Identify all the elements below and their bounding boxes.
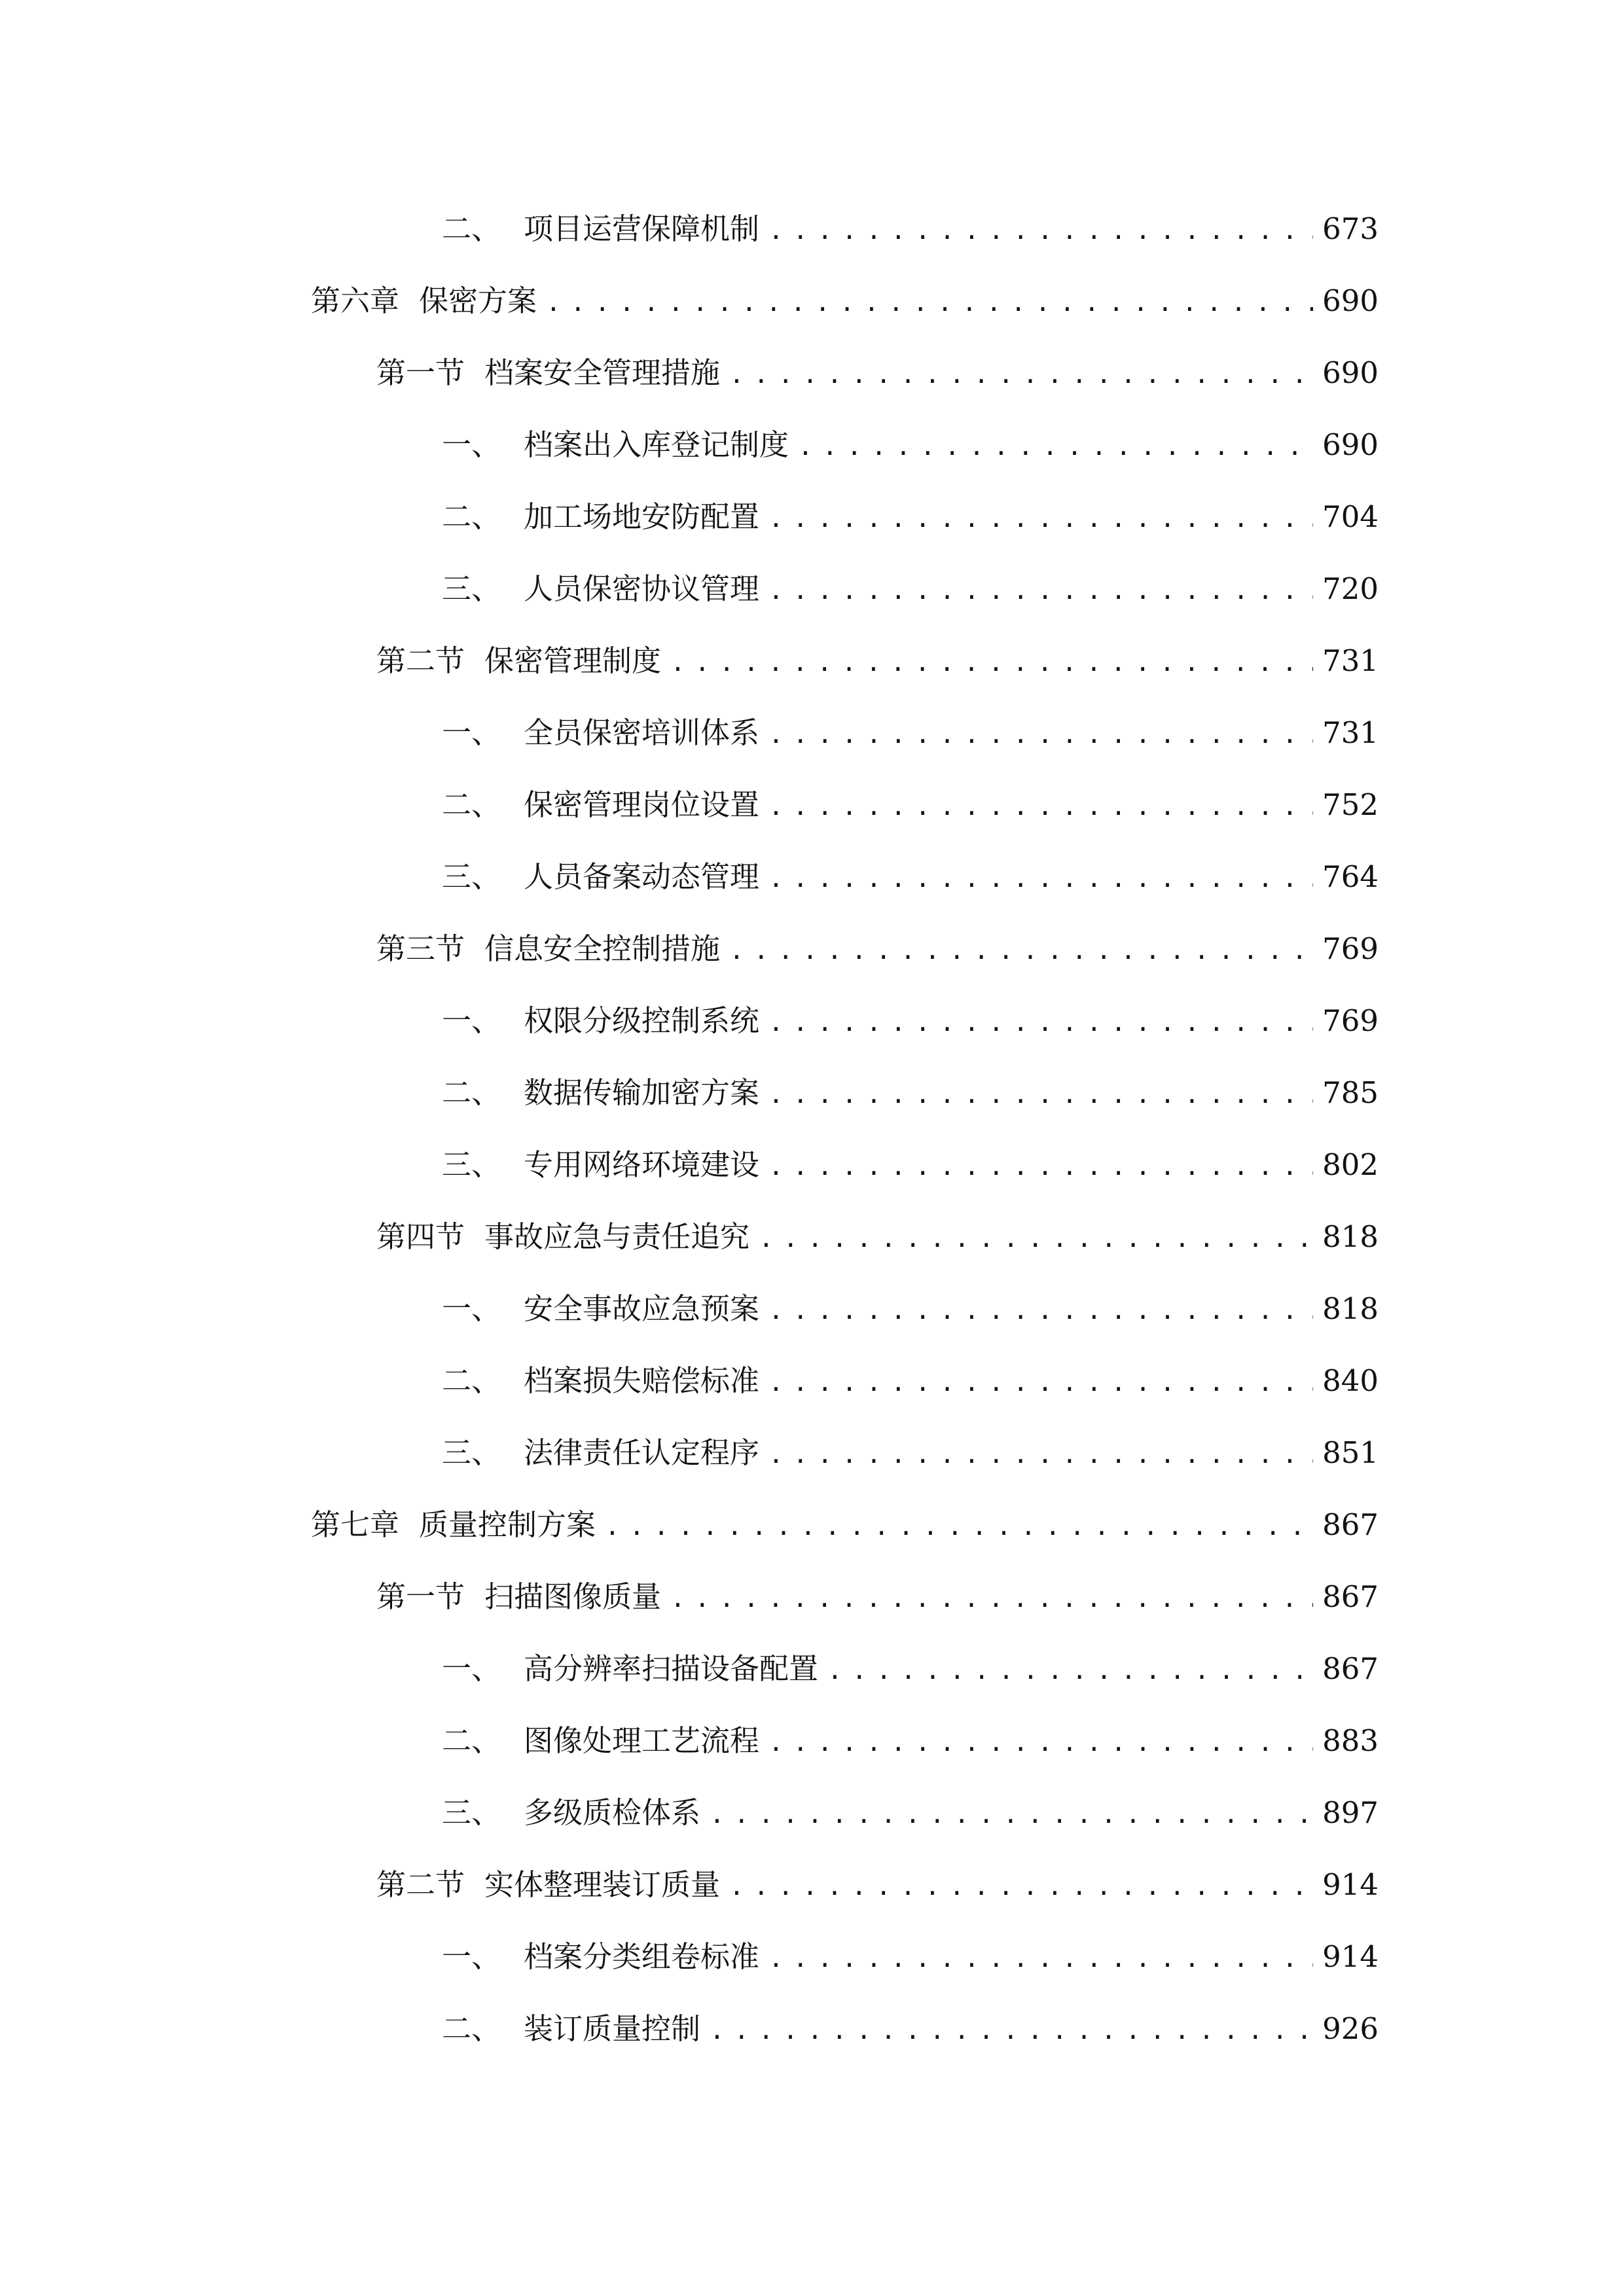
dot-leader	[710, 2007, 1313, 2053]
toc-entry-page: 818	[1322, 1291, 1379, 1326]
toc-entry-page: 704	[1322, 499, 1379, 534]
toc-entry-title: 全员保密培训体系	[524, 715, 760, 750]
toc-entry-title: 人员保密协议管理	[524, 571, 760, 606]
toc-entry-number: 三、	[442, 1795, 501, 1830]
toc-entry-page: 690	[1322, 355, 1379, 390]
toc-entry-title: 图像处理工艺流程	[524, 1723, 760, 1758]
toc-entry[interactable]	[442, 1646, 1379, 1692]
toc-entry-title: 事故应急与责任追究	[484, 1219, 750, 1254]
toc-entry[interactable]	[442, 566, 1379, 612]
toc-entry-number: 第四节	[376, 1219, 465, 1254]
toc-entry-title: 专用网络环境建设	[524, 1147, 760, 1182]
toc-entry[interactable]	[442, 1934, 1379, 1980]
toc-entry[interactable]	[442, 494, 1379, 540]
toc-entry-title: 高分辨率扫描设备配置	[524, 1651, 819, 1686]
toc-entry[interactable]	[442, 710, 1379, 756]
toc-entry-number: 一、	[442, 1651, 501, 1686]
toc-entry-page: 731	[1322, 643, 1379, 678]
toc-entry-title: 档案安全管理措施	[484, 355, 721, 390]
toc-entry-page: 752	[1322, 787, 1379, 822]
dot-leader	[768, 1143, 1313, 1189]
toc-entry[interactable]	[376, 926, 1379, 972]
toc-entry-title: 档案分类组卷标准	[524, 1939, 760, 1974]
toc-entry-number: 一、	[442, 1939, 501, 1974]
toc-entry-title: 扫描图像质量	[484, 1579, 662, 1614]
toc-entry-title: 质量控制方案	[419, 1507, 596, 1542]
dot-leader	[768, 1071, 1313, 1117]
toc-entry-number: 二、	[442, 1723, 501, 1758]
toc-entry-number: 三、	[442, 859, 501, 894]
toc-entry-number: 第三节	[376, 931, 465, 966]
toc-entry[interactable]	[376, 638, 1379, 684]
dot-leader	[605, 1503, 1313, 1549]
toc-entry-title: 信息安全控制措施	[484, 931, 721, 966]
toc-entry-title: 项目运营保障机制	[524, 211, 760, 246]
toc-entry-page: 914	[1322, 1867, 1379, 1902]
toc-entry-page: 867	[1322, 1507, 1379, 1542]
toc-entry-page: 769	[1322, 1003, 1379, 1038]
toc-entry[interactable]	[442, 206, 1379, 252]
toc-entry[interactable]	[442, 782, 1379, 828]
toc-entry-page: 867	[1322, 1651, 1379, 1686]
toc-entry-title: 档案损失赔偿标准	[524, 1363, 760, 1398]
toc-entry-number: 三、	[442, 571, 501, 606]
dot-leader	[670, 1575, 1313, 1621]
toc-entry-page: 818	[1322, 1219, 1379, 1254]
toc-entry[interactable]	[442, 1790, 1379, 1836]
toc-entry-page: 785	[1322, 1075, 1379, 1110]
dot-leader	[768, 855, 1313, 901]
toc-entry-number: 二、	[442, 211, 501, 246]
toc-entry-number: 二、	[442, 1363, 501, 1398]
dot-leader	[768, 1287, 1313, 1333]
dot-leader	[768, 1431, 1313, 1477]
toc-entry[interactable]	[442, 422, 1379, 468]
toc-entry-title: 多级质检体系	[524, 1795, 701, 1830]
toc-entry-number: 二、	[442, 787, 501, 822]
toc-entry[interactable]	[376, 1574, 1379, 1620]
toc-entry-number: 第二节	[376, 643, 465, 678]
toc-entry-title: 保密管理制度	[484, 643, 662, 678]
toc-entry[interactable]	[442, 1286, 1379, 1332]
dot-leader	[768, 1935, 1313, 1981]
toc-entry[interactable]	[376, 1862, 1379, 1908]
dot-leader	[768, 207, 1313, 253]
toc-entry-page: 690	[1322, 283, 1379, 318]
toc-entry[interactable]	[442, 1142, 1379, 1188]
toc-entry-page: 914	[1322, 1939, 1379, 1974]
toc-entry-number: 一、	[442, 715, 501, 750]
dot-leader	[670, 639, 1313, 685]
toc-entry-page: 690	[1322, 427, 1379, 462]
toc-entry-page: 764	[1322, 859, 1379, 894]
toc-entry-title: 人员备案动态管理	[524, 859, 760, 894]
toc-entry-number: 三、	[442, 1147, 501, 1182]
toc-entry-number: 一、	[442, 427, 501, 462]
toc-entry[interactable]	[442, 998, 1379, 1044]
toc-entry-page: 720	[1322, 571, 1379, 606]
toc-entry-page: 897	[1322, 1795, 1379, 1830]
toc-entry[interactable]	[311, 1502, 1379, 1548]
dot-leader	[798, 423, 1313, 469]
toc-entry-number: 一、	[442, 1003, 501, 1038]
toc-entry-number: 三、	[442, 1435, 501, 1470]
toc-entry-number: 一、	[442, 1291, 501, 1326]
toc-entry-title: 保密方案	[419, 283, 537, 318]
toc-entry[interactable]	[442, 1070, 1379, 1116]
toc-entry-number: 二、	[442, 499, 501, 534]
toc-entry-page: 883	[1322, 1723, 1379, 1758]
toc-entry-page: 769	[1322, 931, 1379, 966]
toc-entry-number: 二、	[442, 1075, 501, 1110]
toc-entry-number: 第七章	[311, 1507, 400, 1542]
dot-leader	[729, 927, 1313, 973]
dot-leader	[768, 1359, 1313, 1405]
dot-leader	[710, 1791, 1313, 1837]
dot-leader	[768, 495, 1313, 541]
dot-leader	[768, 567, 1313, 613]
toc-entry[interactable]	[376, 1214, 1379, 1260]
dot-leader	[729, 351, 1313, 397]
toc-entry[interactable]	[442, 2006, 1379, 2052]
toc-entry-number: 第一节	[376, 355, 465, 390]
dot-leader	[768, 1719, 1313, 1765]
toc-entry-title: 数据传输加密方案	[524, 1075, 760, 1110]
toc-entry-page: 851	[1322, 1435, 1379, 1470]
toc-entry-page: 731	[1322, 715, 1379, 750]
toc-entry-page: 673	[1322, 211, 1379, 246]
dot-leader	[827, 1647, 1313, 1693]
dot-leader	[729, 1863, 1313, 1909]
toc-entry-title: 加工场地安防配置	[524, 499, 760, 534]
toc-entry-title: 实体整理装订质量	[484, 1867, 721, 1902]
toc-entry-page: 802	[1322, 1147, 1379, 1182]
toc-entry-title: 档案出入库登记制度	[524, 427, 789, 462]
toc-entry-page: 840	[1322, 1363, 1379, 1398]
toc-entry-title: 权限分级控制系统	[524, 1003, 760, 1038]
toc-entry-title: 安全事故应急预案	[524, 1291, 760, 1326]
toc-entry[interactable]	[442, 1718, 1379, 1764]
toc-entry-title: 保密管理岗位设置	[524, 787, 760, 822]
toc-entry-number: 第六章	[311, 283, 400, 318]
toc-entry[interactable]	[442, 854, 1379, 900]
toc-entry-title: 法律责任认定程序	[524, 1435, 760, 1470]
dot-leader	[768, 999, 1313, 1045]
toc-entry[interactable]	[442, 1430, 1379, 1476]
toc-entry[interactable]	[376, 350, 1379, 396]
dot-leader	[546, 279, 1313, 325]
toc-entry-page: 867	[1322, 1579, 1379, 1614]
toc-entry-number: 第二节	[376, 1867, 465, 1902]
toc-entry-page: 926	[1322, 2011, 1379, 2046]
toc-entry[interactable]	[311, 278, 1379, 324]
toc-entry[interactable]	[442, 1358, 1379, 1404]
toc-entry-number: 二、	[442, 2011, 501, 2046]
toc-entry-title: 装订质量控制	[524, 2011, 701, 2046]
dot-leader	[759, 1215, 1313, 1261]
dot-leader	[768, 783, 1313, 829]
toc-entry-number: 第一节	[376, 1579, 465, 1614]
dot-leader	[768, 711, 1313, 757]
